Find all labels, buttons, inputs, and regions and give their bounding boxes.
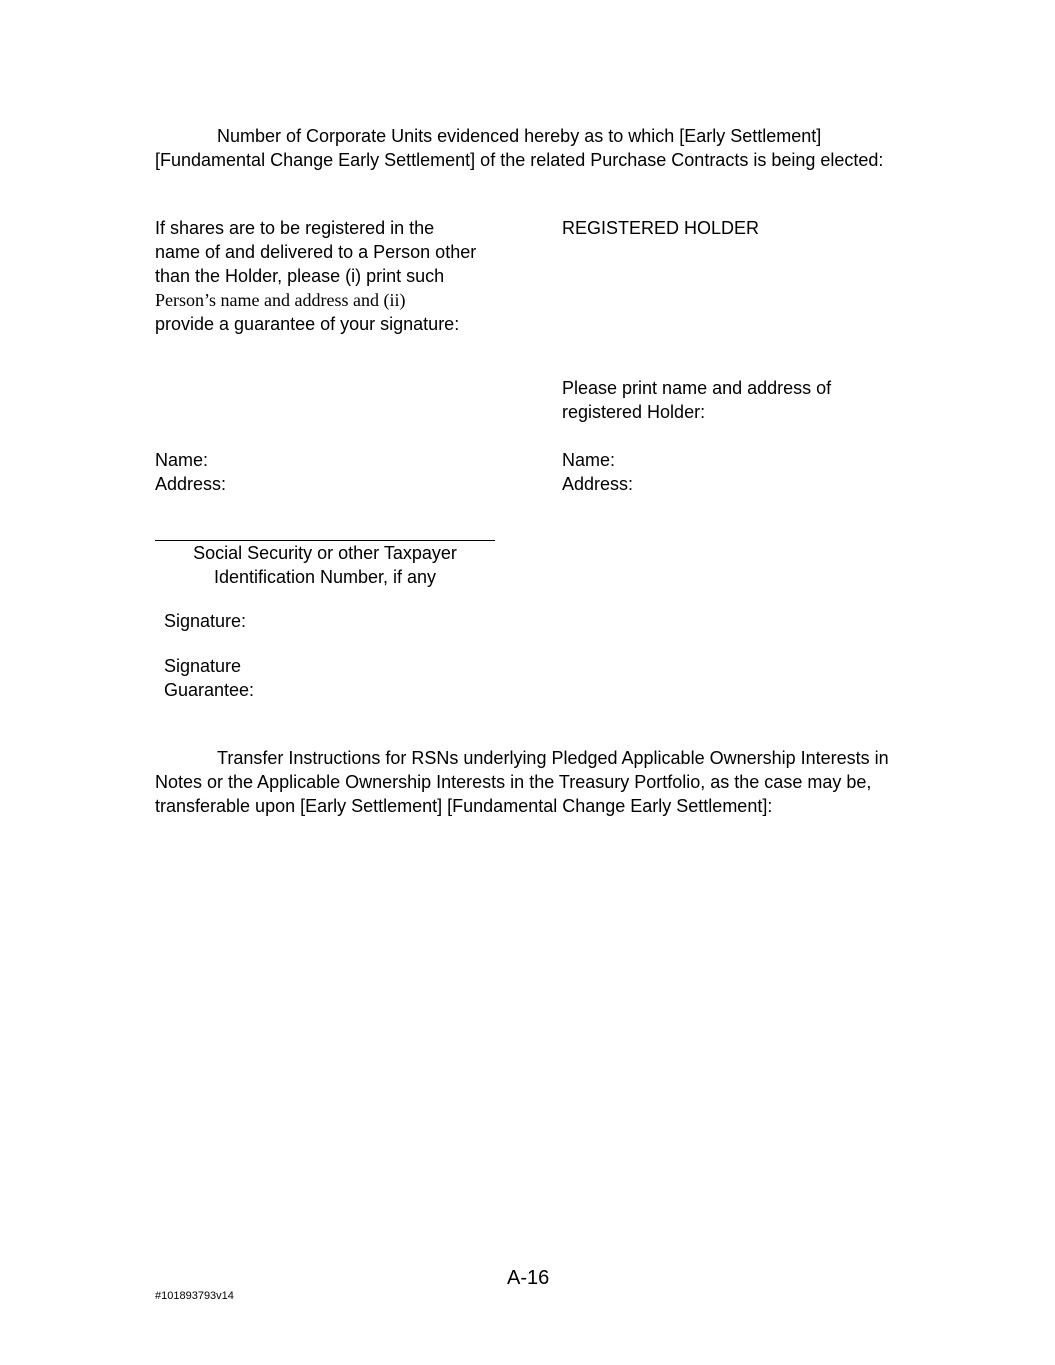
instruction-line: provide a guarantee of your signature: — [155, 314, 460, 334]
holder-name-label: Name: — [562, 450, 616, 470]
instruction-line: If shares are to be registered in the — [155, 218, 435, 238]
transfer-instructions-paragraph: Transfer Instructions for RSNs underlying Pledged Applicable Ownership Interests in Notes or the Applicable Ownership Interests in the Treasury Portfolio, as the case may be, transferable upon [Early Settlement] [Fundamental Change Early Settlement]: — [155, 748, 889, 816]
person-instructions — [155, 216, 515, 336]
signature-guarantee-label — [164, 654, 254, 702]
tin-caption — [155, 541, 495, 589]
document-id: #101893793v14 — [155, 1290, 234, 1302]
signature-guarantee-line: Guarantee: — [164, 680, 255, 700]
registered-holder-heading: REGISTERED HOLDER — [562, 218, 760, 238]
tin-caption-line: Social Security or other Taxpayer — [193, 543, 457, 563]
signature-label: Signature: — [164, 611, 247, 631]
instruction-line: than the Holder, please (i) print such — [155, 266, 445, 286]
print-instruction — [562, 376, 882, 424]
instruction-line: name of and delivered to a Person other — [155, 242, 477, 262]
transferee-address-label: Address: — [155, 474, 227, 494]
transferee-name-label: Name: — [155, 450, 209, 470]
instruction-line: Person’s name and address and (ii) — [155, 290, 406, 310]
intro-paragraph: Number of Corporate Units evidenced hereby as to which [Early Settlement] [Fundamental Change Early Settlement] of the related Purchase Contracts is being elected: — [155, 126, 884, 170]
tin-caption-line: Identification Number, if any — [213, 567, 437, 587]
page-number: A-16 — [507, 1267, 550, 1289]
holder-address-label: Address: — [562, 474, 634, 494]
signature-guarantee-line: Signature — [164, 656, 242, 676]
print-instruction-line: Please print name and address of — [562, 378, 832, 398]
print-instruction-line: registered Holder: — [562, 402, 706, 422]
